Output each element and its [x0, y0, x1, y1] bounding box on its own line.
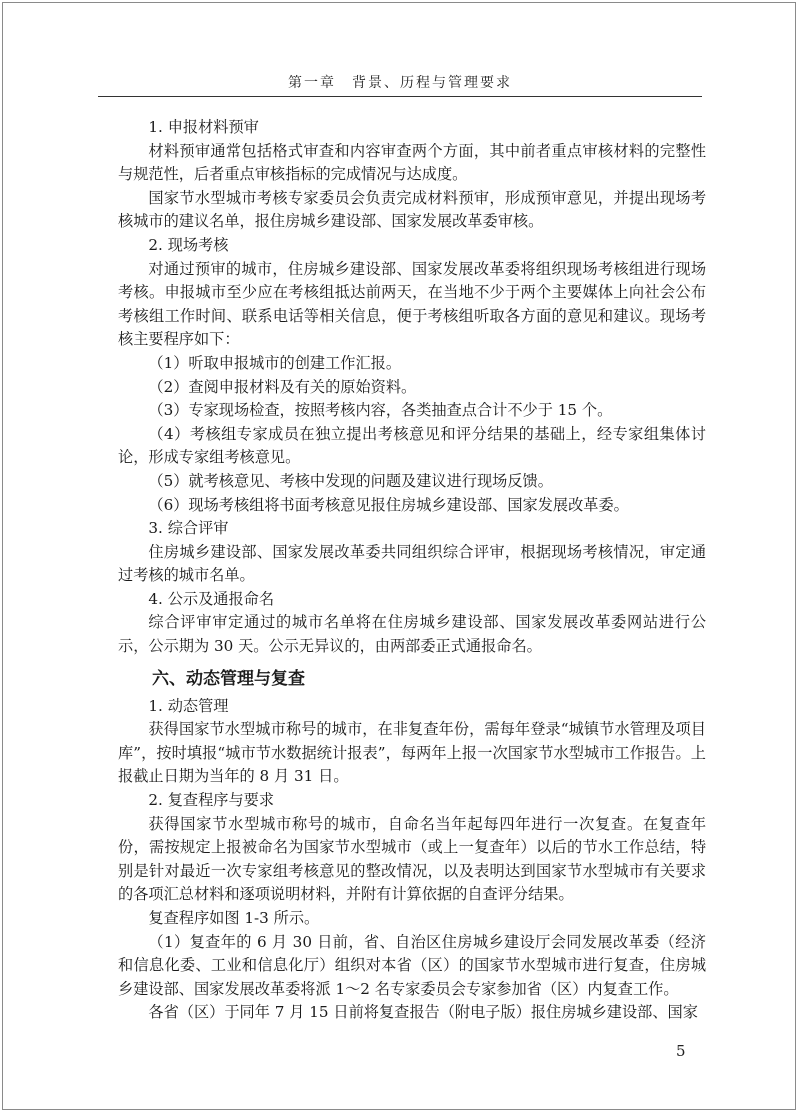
subheading: 1. 申报材料预审 — [148, 118, 259, 136]
paragraph: （1）复查年的 6 月 30 日前，省、自治区住房城乡建设厅会同发展改革委（经济和信息化委、工业和信息化厅）组织对本省（区）的国家节水型城市进行复查，住房城乡建设部、国家发展改革委将派 1～2 名专家委员会专家参加省（区）内复查工作。 — [118, 932, 706, 998]
paragraph: 复查程序如图 1-3 所示。 — [148, 909, 320, 927]
paragraph: 获得国家节水型城市称号的城市，自命名当年起每四年进行一次复查。在复查年份，需按规定上报被命名为国家节水型城市（或上一复查年）以后的节水工作总结，特别是针对最近一次专家组考核意见的整改情况，以及表明达到国家节水型城市有关要求的各项汇总材料和逐项说明材料，并附有计算依据的自查评分结果。 — [118, 814, 706, 904]
header-rule — [98, 96, 702, 97]
paragraph: 国家节水型城市考核专家委员会负责完成材料预审，形成预审意见，并提出现场考核城市的建议名单，报住房城乡建设部、国家发展改革委审核。 — [118, 188, 706, 231]
list-item: （5）就考核意见、考核中发现的问题及建议进行现场反馈。 — [148, 471, 553, 490]
subheading: 3. 综合评审 — [148, 519, 229, 538]
paragraph: 住房城乡建设部、国家发展改革委共同组织综合评审，根据现场考核情况，审定通过考核的城市名单。 — [118, 542, 706, 585]
page-number: 5 — [676, 1042, 686, 1060]
paragraph: 对通过预审的城市，住房城乡建设部、国家发展改革委将组织现场考核组进行现场考核。申报城市至少应在考核组抵达前两天，在当地不少于两个主要媒体上向社会公布考核组工作时间、联系电话等相关信息，便于考核组听取各方面的意见和建议。现场考核主要程序如下： — [118, 259, 706, 349]
subheading: 2. 复查程序与要求 — [148, 791, 275, 810]
paragraph: 材料预审通常包括格式审查和内容审查两个方面，其中前者重点审核材料的完整性与规范性，后者重点审核指标的完成情况与达成度。 — [118, 141, 706, 184]
subheading: 4. 公示及通报命名 — [148, 589, 275, 608]
page-body — [118, 116, 706, 1025]
running-header: 第一章 背景、历程与管理要求 — [288, 75, 512, 91]
list-item: （3）专家现场检查，按照考核内容，各类抽查点合计不少于 15 个。 — [148, 401, 613, 420]
paragraph: 综合评审审定通过的城市名单将在住房城乡建设部、国家发展改革委网站进行公示，公示期为 30 天。公示无异议的，由两部委正式通报命名。 — [118, 613, 706, 656]
section-heading: 六、动态管理与复查 — [152, 668, 305, 689]
subheading: 1. 动态管理 — [148, 696, 229, 715]
list-item: （2）查阅申报材料及有关的原始资料。 — [148, 377, 417, 396]
paragraph: 各省（区）于同年 7 月 15 日前将复查报告（附电子版）报住房城乡建设部、国家 — [148, 1003, 698, 1022]
subheading: 2. 现场考核 — [148, 235, 229, 254]
list-item: （1）听取申报城市的创建工作汇报。 — [148, 353, 402, 372]
paragraph: 获得国家节水型城市称号的城市，在非复查年份，需每年登录“城镇节水管理及项目库”，按时填报“城市节水数据统计报表”，每两年上报一次国家节水型城市工作报告。上报截止日期为当年的 8 月 31 日。 — [118, 720, 706, 786]
list-item: （4）考核组专家成员在独立提出考核意见和评分结果的基础上，经专家组集体讨论，形成专家组考核意见。 — [118, 424, 706, 467]
list-item: （6）现场考核组将书面考核意见报住房城乡建设部、国家发展改革委。 — [148, 495, 629, 514]
